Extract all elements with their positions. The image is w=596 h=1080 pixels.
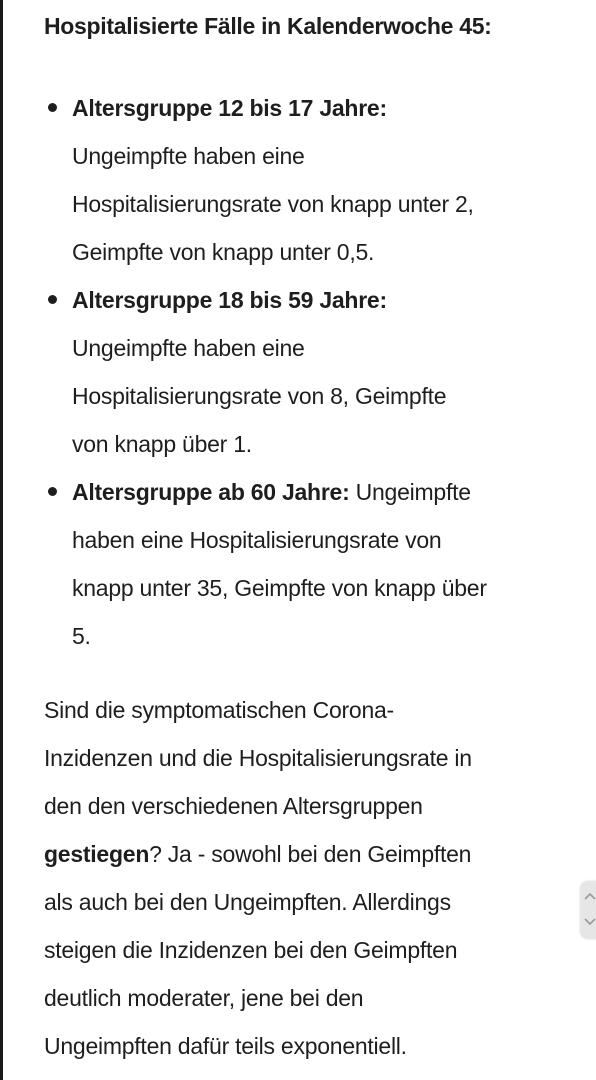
paragraph-line: steigen die Inzidenzen bei den Geimpften — [44, 937, 458, 963]
list-item-age-12-17 — [44, 84, 584, 276]
chevron-up-icon — [583, 891, 596, 901]
list-item-line — [72, 276, 584, 324]
list-item-line: von knapp über 1. — [72, 431, 252, 457]
fast-scroll-handle[interactable] — [580, 881, 596, 939]
paragraph-emphasis: gestiegen — [44, 841, 150, 867]
summary-paragraph — [44, 686, 584, 1070]
age-group-list — [44, 84, 584, 660]
list-item-age-60-plus — [44, 468, 584, 660]
list-item-line — [72, 84, 584, 132]
list-item-label: Altersgruppe 12 bis 17 Jahre: — [72, 95, 387, 121]
paragraph-line: deutlich moderater, jene bei den — [44, 985, 364, 1011]
paragraph-line: Sind die symptomatischen Corona- — [44, 697, 394, 723]
list-item-line: knapp unter 35, Geimpfte von knapp über — [72, 575, 487, 601]
list-item-line: Ungeimpfte haben eine — [72, 335, 305, 361]
paragraph-line: den den verschiedenen Altersgruppen — [44, 793, 423, 819]
list-item-line: Ungeimpfte haben eine — [72, 143, 305, 169]
list-item-line: 5. — [72, 623, 91, 649]
list-item-label: Altersgruppe ab 60 Jahre: — [72, 479, 350, 505]
list-item-line: Hospitalisierungsrate von 8, Geimpfte — [72, 383, 447, 409]
bullet-dot-icon — [48, 487, 57, 496]
paragraph-line: Ungeimpften dafür teils exponentiell. — [44, 1033, 407, 1059]
paragraph-line — [44, 830, 584, 878]
list-item-line: haben eine Hospitalisierungsrate von — [72, 527, 442, 553]
paragraph-line: als auch bei den Ungeimpften. Allerdings — [44, 889, 451, 915]
list-item-age-18-59 — [44, 276, 584, 468]
bullet-dot-icon — [48, 295, 57, 304]
paragraph-text: ? Ja - sowohl bei den Geimpften — [149, 841, 472, 867]
page-left-border — [0, 0, 3, 1080]
paragraph-line: Inzidenzen und die Hospitalisierungsrate in — [44, 745, 472, 771]
chevron-down-icon — [583, 917, 596, 927]
section-heading: Hospitalisierte Fälle in Kalenderwoche 45: — [44, 13, 492, 39]
list-item-line: Geimpfte von knapp unter 0,5. — [72, 239, 375, 265]
list-item-line — [72, 468, 584, 516]
list-item-label: Altersgruppe 18 bis 59 Jahre: — [72, 287, 387, 313]
list-item-label-tail: Ungeimpfte — [349, 479, 471, 505]
bullet-dot-icon — [48, 103, 57, 112]
list-item-line: Hospitalisierungsrate von knapp unter 2, — [72, 191, 474, 217]
